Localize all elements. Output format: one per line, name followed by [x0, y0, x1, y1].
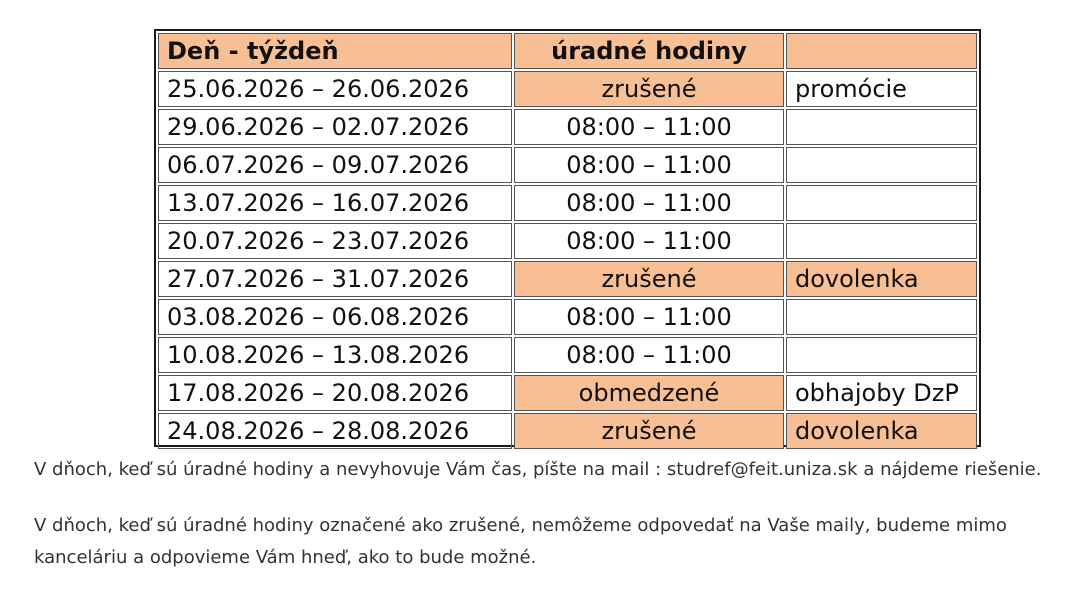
table-row [158, 109, 977, 145]
table-row [158, 261, 977, 297]
office-hours-cell: zrušené [514, 71, 784, 107]
header-week: Deň - týždeň [158, 33, 512, 69]
office-hours-cell: 08:00 – 11:00 [514, 109, 784, 145]
note-cell [786, 109, 977, 145]
office-hours-cell: 08:00 – 11:00 [514, 223, 784, 259]
office-hours-cell: 08:00 – 11:00 [514, 299, 784, 335]
note-cell [786, 299, 977, 335]
availability-note: V dňoch, keď sú úradné hodiny a nevyhovuje Vám čas, píšte na mail : studref@feit.uniza.sk a nájdeme riešenie. [34, 459, 1042, 480]
office-hours-cell: 08:00 – 11:00 [514, 147, 784, 183]
week-cell: 06.07.2026 – 09.07.2026 [158, 147, 512, 183]
note-cell: dovolenka [786, 261, 977, 297]
week-cell: 20.07.2026 – 23.07.2026 [158, 223, 512, 259]
header-office-hours: úradné hodiny [514, 33, 784, 69]
note-cell: obhajoby DzP [786, 375, 977, 411]
week-cell: 13.07.2026 – 16.07.2026 [158, 185, 512, 221]
note-cell: promócie [786, 71, 977, 107]
table-row [158, 299, 977, 335]
header-note [786, 33, 977, 69]
table-header-row [158, 33, 977, 69]
schedule-table [156, 31, 979, 451]
table-row [158, 71, 977, 107]
table-row [158, 337, 977, 373]
table-row [158, 185, 977, 221]
table-row [158, 375, 977, 411]
office-hours-table [154, 29, 981, 447]
week-cell: 27.07.2026 – 31.07.2026 [158, 261, 512, 297]
week-cell: 29.06.2026 – 02.07.2026 [158, 109, 512, 145]
note-cell [786, 185, 977, 221]
table-row [158, 147, 977, 183]
office-hours-cell: 08:00 – 11:00 [514, 185, 784, 221]
week-cell: 24.08.2026 – 28.08.2026 [158, 413, 512, 449]
table-row [158, 413, 977, 449]
note-cell: dovolenka [786, 413, 977, 449]
week-cell: 17.08.2026 – 20.08.2026 [158, 375, 512, 411]
office-hours-cell: zrušené [514, 413, 784, 449]
note-cell [786, 223, 977, 259]
office-hours-cell: zrušené [514, 261, 784, 297]
note-cell [786, 337, 977, 373]
table-row [158, 223, 977, 259]
office-hours-cell: 08:00 – 11:00 [514, 337, 784, 373]
office-hours-cell: obmedzené [514, 375, 784, 411]
note-cell [786, 147, 977, 183]
week-cell: 03.08.2026 – 06.08.2026 [158, 299, 512, 335]
cancellation-note: V dňoch, keď sú úradné hodiny označené ako zrušené, nemôžeme odpovedať na Vaše maily, budeme mimo kanceláriu a odpovieme Vám hneď, ako to bude možné. [34, 515, 1007, 568]
table-body [158, 71, 977, 449]
week-cell: 10.08.2026 – 13.08.2026 [158, 337, 512, 373]
week-cell: 25.06.2026 – 26.06.2026 [158, 71, 512, 107]
